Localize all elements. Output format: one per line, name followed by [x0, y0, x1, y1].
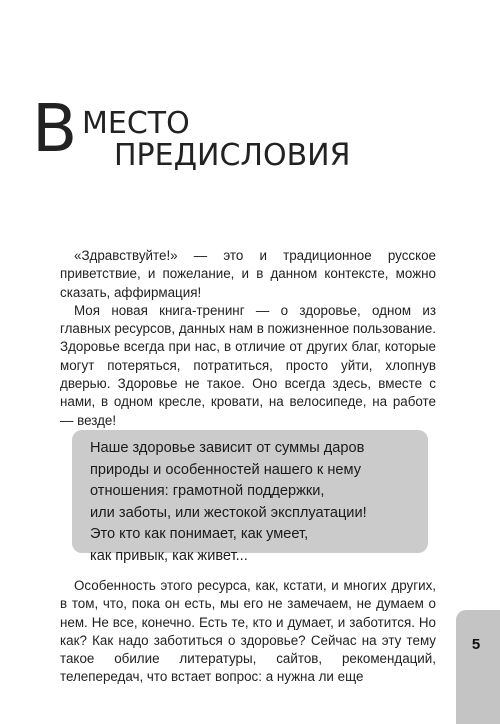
- heading-line-2: ПРЕДИСЛОВИЯ: [114, 138, 351, 173]
- heading-line-1: МЕСТО: [82, 106, 190, 141]
- heading-initial: В: [32, 90, 76, 167]
- page-number-tab: [456, 610, 500, 724]
- paragraph: Моя новая книга-тренинг — о здоровье, одном из главных ресурсов, данных нам в пожизненное пользование. Здоровье всегда при нас, в отличие от других благ, которые могут потеряться, потратиться, просто уйти, хлопнув дверью. Здоровье не такое. Оно всегда здесь, вместе с нами, в одном кресле, кровати, на велосипеде, на работе — везде!: [60, 302, 436, 428]
- page-number: 5: [471, 636, 481, 653]
- intro-text: [60, 247, 436, 430]
- quote-callout: [72, 430, 428, 564]
- paragraph: «Здравствуйте!» — это и традиционное русское приветствие, и пожелание, и в данном контексте, можно сказать, аффирмация!: [60, 248, 436, 300]
- paragraph: Особенность этого ресурса, как, кстати, и многих других, в том, что, пока он есть, мы его не замечаем, не думаем о нем. Не все, конечно. Есть те, кто и думает, и заботится. Но как? Как надо заботиться о здоровье? Сейчас на эту тему такое обилие литературы, сайтов, рекомендаций, телепередач, что встает вопрос: а нужна ли еще: [60, 578, 436, 685]
- chapter-heading: [32, 90, 351, 186]
- callout-text: Наше здоровье зависит от суммы даров природы и особенностей нашего к нему отношения: грамотной поддержки, или заботы, или жестокой эксплуатации! Это кто как понимает, как умеет, как привык, как живет...: [90, 440, 367, 564]
- body-text: [60, 577, 436, 687]
